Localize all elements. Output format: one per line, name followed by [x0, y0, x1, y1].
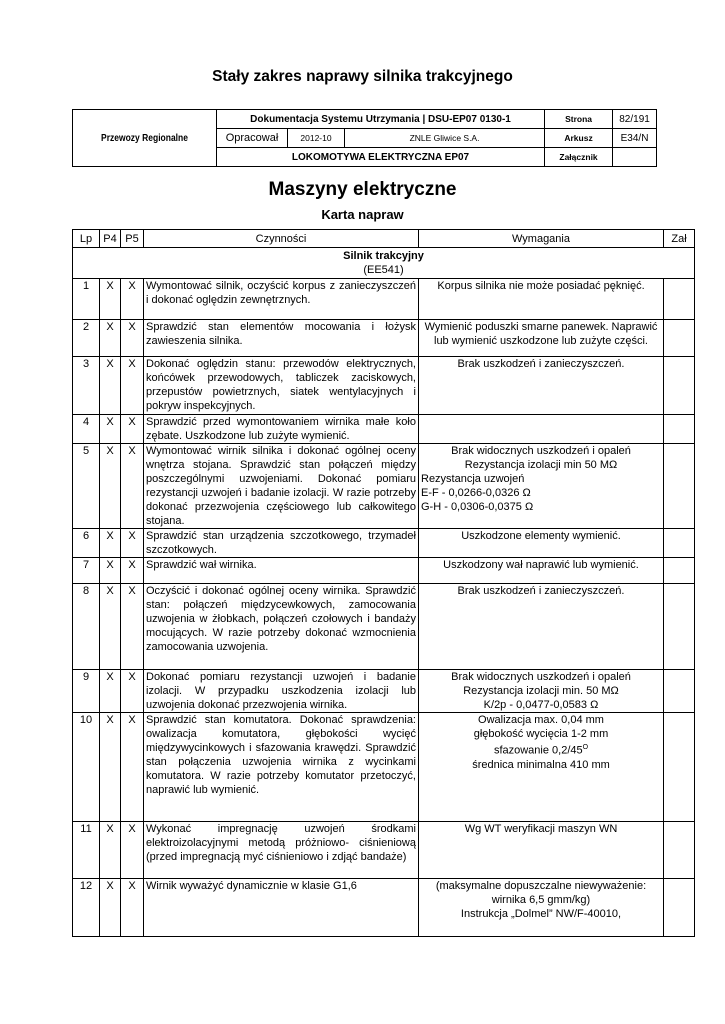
table-row [73, 822, 695, 879]
table-row [73, 713, 695, 822]
attachment-cell [664, 320, 695, 357]
p4-mark: X [100, 529, 121, 558]
action-text: Dokonać pomiaru rezystancji uzwojeń i badanie izolacji. W przypadku uszkodzenia izolacji lub uzwojenia dokonać przezwojenia wirnika. [144, 670, 419, 713]
table-row [73, 584, 695, 670]
p5-mark: X [121, 584, 144, 670]
document-title: Stały zakres naprawy silnika trakcyjnego [212, 68, 513, 85]
row-number: 1 [73, 279, 100, 320]
attachment-cell [664, 415, 695, 444]
row-number: 4 [73, 415, 100, 444]
requirement-line: Brak uszkodzeń i zanieczyszczeń. [457, 585, 625, 597]
repair-card-table [72, 229, 695, 937]
table-row [73, 415, 695, 444]
requirement-line: Uszkodzone elementy wymienić. [461, 530, 621, 542]
action-text: Sprawdzić stan komutatora. Dokonać sprawdzenia: owalizacja komutatora, głębokości wycięć międzywycinkowych i sfazowania krawędzi. Sprawdzić stan połączenia uzwojenia wirnika z wycinkami komutatora. W razie potrzeby komutator przetoczyć, naprawić lub wymienić. [144, 713, 419, 822]
p4-mark: X [100, 357, 121, 415]
attachment-cell [664, 713, 695, 822]
document-header-table [72, 109, 657, 167]
action-text: Wykonać impregnację uzwojeń środkami elektroizolacyjnymi metodą próżniowo- ciśnieniową (przed impregnacją myć ciśnieniowo i zdjąć bandaże) [144, 822, 419, 879]
requirements-cell [419, 357, 664, 415]
action-text: Oczyścić i dokonać ogólnej oceny wirnika. Sprawdzić stan: połączeń międzycewkowych, zamocowania uzwojenia w żłobkach, połączeń czołowych i bandaży mocujących. W razie potrzeby dokonać wzmocnienia zamocowania uzwojenia. [144, 584, 419, 670]
p4-mark: X [100, 415, 121, 444]
requirement-line: Rezystancja izolacji min 50 MΩ [464, 459, 618, 471]
requirement-line: głębokość wycięcia 1-2 mm [473, 728, 609, 740]
p5-mark: X [121, 415, 144, 444]
p5-mark: X [121, 822, 144, 879]
table-row [73, 357, 695, 415]
document-date: 2012-10 [288, 129, 345, 148]
action-text: Sprawdzić stan urządzenia szczotkowego, trzymadeł szczotkowych. [144, 529, 419, 558]
attachment-cell [664, 584, 695, 670]
requirement-line: Korpus silnika nie może posiadać pęknięć. [437, 280, 645, 292]
requirements-cell [419, 415, 664, 444]
page-value: 82/191 [613, 110, 657, 129]
degree-symbol: O [582, 744, 589, 751]
attachment-cell [664, 444, 695, 529]
table-row [73, 558, 695, 584]
row-number: 12 [73, 879, 100, 937]
requirements-cell [419, 279, 664, 320]
requirements-cell [419, 320, 664, 357]
p4-mark: X [100, 879, 121, 937]
requirements-cell [419, 584, 664, 670]
requirement-line: Instrukcja „Dolmel” NW/F-40010, [460, 908, 622, 920]
requirements-cell [419, 670, 664, 713]
requirement-line: średnica minimalna 410 mm [472, 758, 610, 771]
prepared-label: Opracował [217, 129, 288, 148]
col-header-actions: Czynności [144, 230, 419, 248]
table-row [73, 670, 695, 713]
attachment-cell [664, 822, 695, 879]
row-number: 5 [73, 444, 100, 529]
requirement-line: Brak uszkodzeń i zanieczyszczeń. [457, 358, 625, 370]
document-author: ZNLE Gliwice S.A. [345, 129, 545, 148]
action-text: Dokonać oględzin stanu: przewodów elektrycznych, końcówek przewodowych, tabliczek zaciskowych, przepustów powietrznych, siatek wentylacyjnych i pokryw inspekcyjnych. [144, 357, 419, 415]
attachment-cell [664, 529, 695, 558]
requirement-line: (maksymalne dopuszczalne niewyważenie: [435, 880, 647, 892]
p4-mark: X [100, 670, 121, 713]
action-text: Sprawdzić stan elementów mocowania i łożysk zawieszenia silnika. [144, 320, 419, 357]
requirement-line: G-H - 0,0306-0,0375 Ω [421, 501, 534, 513]
row-number: 7 [73, 558, 100, 584]
requirement-line: Rezystancja izolacji min. 50 MΩ [463, 685, 619, 697]
system-name: Dokumentacja Systemu Utrzymania | DSU-EP07 0130-1 [217, 110, 545, 129]
row-number: 9 [73, 670, 100, 713]
p5-mark: X [121, 713, 144, 822]
table-row [73, 320, 695, 357]
attachment-cell [664, 279, 695, 320]
requirements-cell [419, 713, 664, 822]
requirement-line: wirnika 6,5 gmm/kg) [491, 894, 591, 906]
group-header-row [73, 248, 695, 279]
p4-mark: X [100, 320, 121, 357]
col-header-lp: Lp [73, 230, 100, 248]
p4-mark: X [100, 822, 121, 879]
attachment-value [613, 148, 657, 167]
requirement-line: Brak widocznych uszkodzeń i opaleń [451, 671, 631, 683]
page-label: Strona [545, 110, 613, 129]
section-title: Maszyny elektryczne [268, 179, 457, 200]
col-header-attachment: Zał [664, 230, 695, 248]
requirement-line: K/2p - 0,0477-0,0583 Ω [483, 699, 599, 711]
requirements-cell [419, 822, 664, 879]
p4-mark: X [100, 444, 121, 529]
col-header-requirements: Wymagania [419, 230, 664, 248]
col-header-p5: P5 [121, 230, 144, 248]
requirement-line: Brak widocznych uszkodzeń i opaleń [451, 445, 631, 457]
action-text: Sprawdzić przed wymontowaniem wirnika małe koło zębate. Uszkodzone lub zużyte wymienić. [144, 415, 419, 444]
requirements-cell [419, 529, 664, 558]
table-header-row [73, 230, 695, 248]
action-text: Wymontować wirnik silnika i dokonać ogólnej oceny wnętrza stojana. Sprawdzić stan połączeń między poszczególnymi uzwojeniami. Dokonać pomiaru rezystancji uzwojeń i badanie izolacji. W razie potrzeby dokonać przezwojenia częściowego lub całkowitego stojana. [144, 444, 419, 529]
attachment-cell [664, 670, 695, 713]
action-text: Wymontować silnik, oczyścić korpus z zanieczyszczeń i dokonać oględzin zewnętrznych. [144, 279, 419, 320]
p5-mark: X [121, 529, 144, 558]
row-number: 6 [73, 529, 100, 558]
row-number: 2 [73, 320, 100, 357]
section-subtitle: Karta napraw [321, 207, 404, 222]
group-code: (EE541) [363, 264, 404, 276]
table-row [73, 529, 695, 558]
p5-mark: X [121, 320, 144, 357]
action-text: Sprawdzić wał wirnika. [144, 558, 419, 584]
organization-cell [73, 110, 217, 167]
row-number: 8 [73, 584, 100, 670]
sheet-value: E34/N [613, 129, 657, 148]
row-number: 10 [73, 713, 100, 822]
requirements-cell [419, 879, 664, 937]
table-row [73, 444, 695, 529]
requirement-line: Rezystancja uzwojeń [421, 473, 525, 485]
requirements-cell [419, 444, 664, 529]
requirement-line: sfazowanie $0,2/45^O$ [493, 744, 589, 757]
requirement-line: Owalizacja max. 0,04 mm [478, 714, 604, 726]
attachment-cell [664, 357, 695, 415]
table-row [73, 279, 695, 320]
attachment-cell [664, 558, 695, 584]
requirement-line: Wymienić poduszki smarne panewek. Naprawić lub wymienić uszkodzone lub zużyte części. [424, 321, 658, 347]
requirement-line: Uszkodzony wał naprawić lub wymienić. [443, 559, 639, 571]
table-row [73, 879, 695, 937]
p5-mark: X [121, 558, 144, 584]
p5-mark: X [121, 879, 144, 937]
col-header-p4: P4 [100, 230, 121, 248]
p4-mark: X [100, 558, 121, 584]
p5-mark: X [121, 670, 144, 713]
action-text: Wirnik wyważyć dynamicznie w klasie G1,6 [144, 879, 419, 937]
requirement-line: Wg WT weryfikacji maszyn WN [464, 823, 618, 835]
attachment-cell [664, 879, 695, 937]
p4-mark: X [100, 584, 121, 670]
p5-mark: X [121, 444, 144, 529]
requirements-cell [419, 558, 664, 584]
row-number: 11 [73, 822, 100, 879]
row-number: 3 [73, 357, 100, 415]
vehicle-name: LOKOMOTYWA ELEKTRYCZNA EP07 [217, 148, 545, 167]
p5-mark: X [121, 357, 144, 415]
p4-mark: X [100, 713, 121, 822]
group-title: Silnik trakcyjny [343, 250, 424, 262]
p5-mark: X [121, 279, 144, 320]
p4-mark: X [100, 279, 121, 320]
sheet-label: Arkusz [545, 129, 613, 148]
attachment-label: Załącznik [545, 148, 613, 167]
requirement-line: E-F - 0,0266-0,0326 Ω [421, 487, 531, 499]
organization-name: Przewozy Regionalne [101, 132, 188, 144]
